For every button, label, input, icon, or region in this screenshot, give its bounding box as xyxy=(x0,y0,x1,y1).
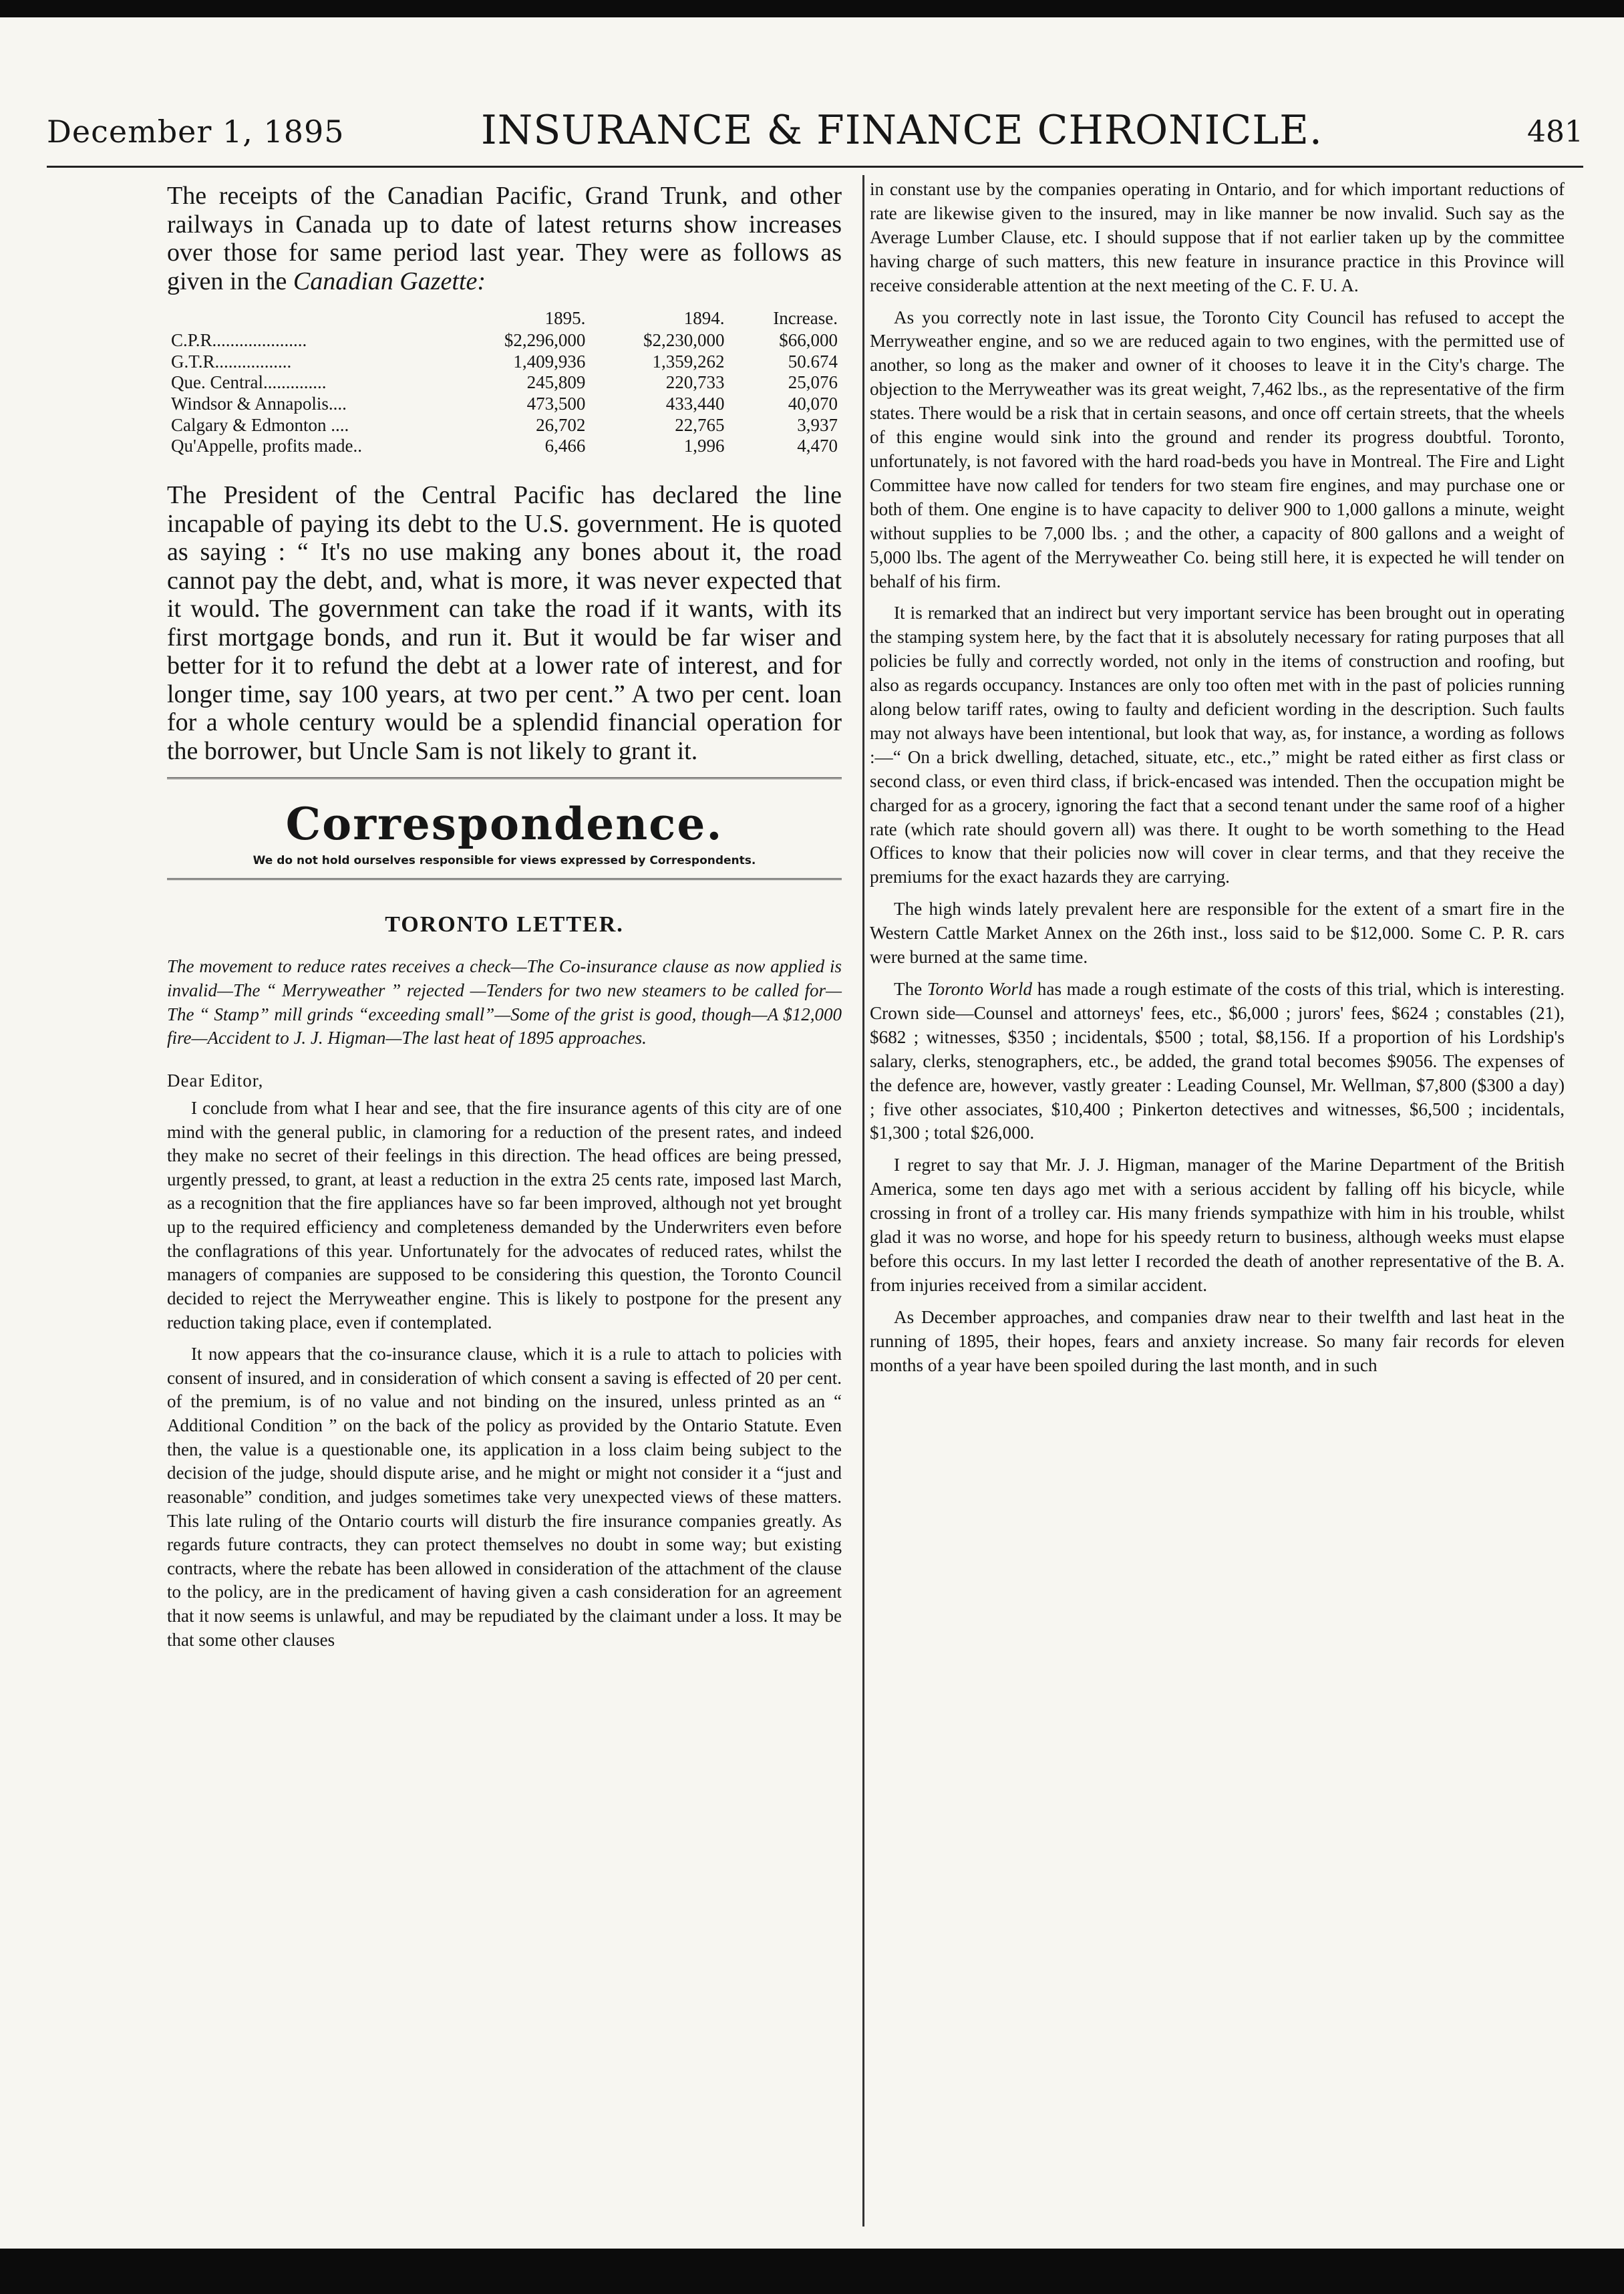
table-header-cell: Increase. xyxy=(773,308,838,329)
railway-receipts-text: The receipts of the Canadian Pacific, Grand Trunk, and other railways in Canada up to date of latest returns show increases over those for same period last year. They were as follows as given in the xyxy=(167,182,842,295)
railway-name: G.T.R................. xyxy=(171,351,292,372)
letter-paragraph: I regret to say that Mr. J. J. Higman, manager of the Marine Department of the British America, some ten days ago met with a serious accident by falling off his bicycle, while crossing in front of a trolley car. His many friends sympathize with him in his trouble, whilst glad it was no worse, and hope for his speedy return to business, although weeks must elapse before this occurs. In my last letter I recorded the death of another representative of the B. A. from injuries received from a similar accident. xyxy=(870,1155,1565,1295)
receipts-increase: 25,076 xyxy=(788,372,838,393)
receipts-increase: 50.674 xyxy=(788,351,838,372)
toronto-letter-summary: The movement to reduce rates receives a check—The Co-insurance clause as now applied is invalid—The “ Merryweather ” rejected —Tenders for two new steamers to be called for—The “ Stamp” mill grinds “exceeding small”—Some of the grist is good, though—A $12,000 fire—Accident to J. J. Higman—The last heat of 1895 approaches. xyxy=(167,956,842,1048)
table-header-cell: 1895. xyxy=(544,308,586,329)
receipts-increase: $66,000 xyxy=(779,329,838,350)
right-column xyxy=(870,178,1565,1386)
letter-paragraph: I conclude from what I hear and see, that the fire insurance agents of this city are of one mind with the general public, in clamoring for a reduction of the present rates, and indeed they make no secret of their feelings in this direction. The head offices are being pressed, urgently pressed, to grant, at least a reduction in the extra 25 cents rate, imposed last March, as a recognition that the fire appliances have so far been improved, although not yet brought up to the required efficiency and completeness demanded by the Underwriters even before the conflagrations of this year. Unfortunately for the advocates of reduced rates, whilst the managers of companies are supposed to be considering this question, the Toronto Council decided to reject the Merryweather engine. This is likely to postpone for the present any reduction taking place, even if contemplated. xyxy=(167,1097,842,1332)
table-header-cell: 1894. xyxy=(683,308,725,329)
issue-date: December 1, 1895 xyxy=(47,114,345,150)
letter-paragraph: It now appears that the co-insurance clause, which it is a rule to attach to policies with consent of insured, and in consideration of which consent a saving is effected of 20 per cent. of the premium, is of no value and not binding on the insured, unless printed as an “ Additional Condition ” on the back of the policy as provided by the Ontario Statute. Even then, the value is a questionable one, its application in a loss claim being subject to the decision of the judge, should dispute arise, and he might or might not consider it a “just and reasonable” condition, and judges sometimes take very unexpected views of these matters. This late ruling of the Ontario courts will disturb the fire insurance companies greatly. As regards future contracts, they can protect themselves no doubt in some way; but existing contracts, where the rebate has been allowed in consideration of the attachment of the clause to the policy, are in the predicament of having given a cash consideration for an agreement that it now seems is unlawful, and may be repudiated by the claimant under a loss. It may be that some other clauses xyxy=(167,1344,842,1650)
correspondence-heading: Correspondence. xyxy=(285,798,723,851)
header-rule xyxy=(47,166,1583,168)
page-number: 481 xyxy=(1527,115,1583,149)
railway-receipts-paragraph xyxy=(167,182,842,295)
table-header-cell xyxy=(167,307,450,330)
railway-name: Qu'Appelle, profits made.. xyxy=(171,436,363,456)
railway-name: Windsor & Annapolis.... xyxy=(171,393,347,414)
table-row xyxy=(167,372,842,394)
table-row xyxy=(167,330,842,351)
receipts-1894: 433,440 xyxy=(665,393,725,414)
left-column xyxy=(167,178,842,1660)
railway-name: Que. Central.............. xyxy=(171,372,327,393)
newspaper-name: Toronto World xyxy=(927,979,1033,999)
table-row xyxy=(167,394,842,415)
salutation: Dear Editor, xyxy=(167,1070,264,1091)
receipts-1895: 473,500 xyxy=(526,393,586,414)
paragraph-text: has made a rough estimate of the costs of this trial, which is interesting. Crown side—Counsel and attorneys' fees, etc., $6,000 ; jurors' fees, $624 ; constables (21), $682 ; witnesses, $350 ; incidentals, $500 ; total, $8,156. If a proportion of his Lordship's salary, clerks, stenographers, etc., be added, the grand total becomes $9056. The expenses of the defence are, however, vastly greater : Leading Counsel, Mr. Wellman, $7,800 ($300 a day) ; five other associates, $10,400 ; Pinkerton detectives and witnesses, $6,500 ; incidentals, $1,300 ; total $26,000. xyxy=(870,979,1565,1143)
correspondence-disclaimer: We do not hold ourselves responsible for views expressed by Correspondents. xyxy=(253,854,756,868)
section-divider xyxy=(167,777,842,788)
toronto-letter-title: TORONTO LETTER. xyxy=(385,912,624,938)
section-divider xyxy=(167,878,842,889)
letter-paragraph: The high winds lately prevalent here are responsible for the extent of a smart fire in the Western Cattle Market Annex on the 26th inst., loss said to be $12,000. Some C. P. R. cars were burned at the same time. xyxy=(870,899,1565,968)
receipts-1894: $2,230,000 xyxy=(643,329,725,350)
paragraph-lead-word: The xyxy=(894,979,923,999)
receipts-1895: $2,296,000 xyxy=(504,329,586,350)
receipts-increase: 40,070 xyxy=(788,393,838,414)
table-row xyxy=(167,415,842,436)
table-header-row xyxy=(167,307,842,330)
receipts-increase: 4,470 xyxy=(797,436,838,456)
table-row xyxy=(167,351,842,373)
receipts-1895: 1,409,936 xyxy=(513,351,586,372)
receipts-1894: 220,733 xyxy=(665,372,725,393)
column-divider xyxy=(862,175,864,2227)
receipts-1894: 1,359,262 xyxy=(652,351,725,372)
receipts-increase: 3,937 xyxy=(797,414,838,435)
top-border xyxy=(0,0,1624,17)
bottom-border xyxy=(0,2249,1624,2294)
letter-paragraph: in constant use by the companies operating in Ontario, and for which important reductions of rate are likewise given to the insured, may in like manner be now invalid. Such say as the Average Lumber Clause, etc. I should suppose that if not earlier taken up by the committee having charge of such matters, this new feature in insurance practice in this Province will receive considerable attention at the next meeting of the C. F. U. A. xyxy=(870,179,1565,295)
publication-title: INSURANCE & FINANCE CHRONICLE. xyxy=(481,107,1323,154)
receipts-1895: 26,702 xyxy=(536,414,586,435)
railway-name: C.P.R..................... xyxy=(171,329,307,350)
receipts-1895: 6,466 xyxy=(544,436,586,456)
letter-paragraph: It is remarked that an indirect but very important service has been brought out in operating the stamping system here, by the fact that it is absolutely necessary for rating purposes that all policies be fully and correctly worded, not only in the items of construction and roofing, but also as regards occupancy. Instances are only too often met with in the past of policies running along below tariff rates, owing to faulty and deficient wording in the description. Such faults may not always have been intentional, but look that way, as, for instance, a wording as follows :—“ On a brick dwelling, detached, situate, etc., etc.,” might be rated either as first class or second class, or even third class, if brick-encased was intended. Then the occupation might be charged for as a grocery, ignoring the fact that a second tenant under the same roof of a higher rate (which rate should govern all) was there. It ought to be worth something to the Head Offices to know that their policies now will cover in clear terms, and that they receive the premiums for the exact hazards they are carrying. xyxy=(870,603,1565,887)
page-header xyxy=(47,100,1583,167)
letter-paragraph: As you correctly note in last issue, the Toronto City Council has refused to accept the Merryweather engine, and so we are reduced again to two engines, with the permitted use of another, so long as the maker and owner of it chooses to leave it in the City's charge. The objection to the Merryweather was its great weight, 7,462 lbs., as the representative of the firm states. There would be a risk that in certain seasons, and once off certain streets, that the wheels of this engine would sink into the ground and render its progress doubtful. Toronto, unfortunately, is not favored with the hard road-beds you have in Montreal. The Fire and Light Committee have now called for tenders for two steam fire engines, and may purchase one or both of them. One engine is to have capacity to deliver 900 to 1,000 gallons a minute, weight without supplies to be 7,000 lbs. ; and the other, a capacity of 800 gallons and a weight of 5,000 lbs. The agent of the Merryweather Co. being still here, it is expected he will tender on behalf of his firm. xyxy=(870,307,1565,591)
receipts-1894: 22,765 xyxy=(675,414,725,435)
railway-name: Calgary & Edmonton .... xyxy=(171,414,349,435)
letter-paragraph: As December approaches, and companies draw near to their twelfth and last heat in the running of 1895, their hopes, fears and anxiety increase. So many fair records for eleven months of a year have been spoiled during the last month, and in such xyxy=(870,1306,1565,1375)
railway-receipts-table xyxy=(167,307,842,457)
table-row xyxy=(167,436,842,457)
letter-paragraph xyxy=(870,978,1565,1145)
receipts-1895: 245,809 xyxy=(526,372,586,393)
receipts-1894: 1,996 xyxy=(683,436,725,456)
canadian-gazette-citation: Canadian Gazette: xyxy=(293,267,486,295)
central-pacific-paragraph: The President of the Central Pacific has declared the line incapable of paying its debt to the U.S. government. He is quoted as saying : “ It's no use making any bones about it, the road cannot pay the debt, and, what is more, it was never expected that it would. The government can take the road if it wants, with its first mortgage bonds, and run it. But it would be far wiser and better for it to refund the debt at a lower rate of interest, and for longer time, say 100 years, at two per cent.” A two per cent. loan for a whole century would be a splendid financial operation for the borrower, but Uncle Sam is not likely to grant it. xyxy=(167,481,842,765)
